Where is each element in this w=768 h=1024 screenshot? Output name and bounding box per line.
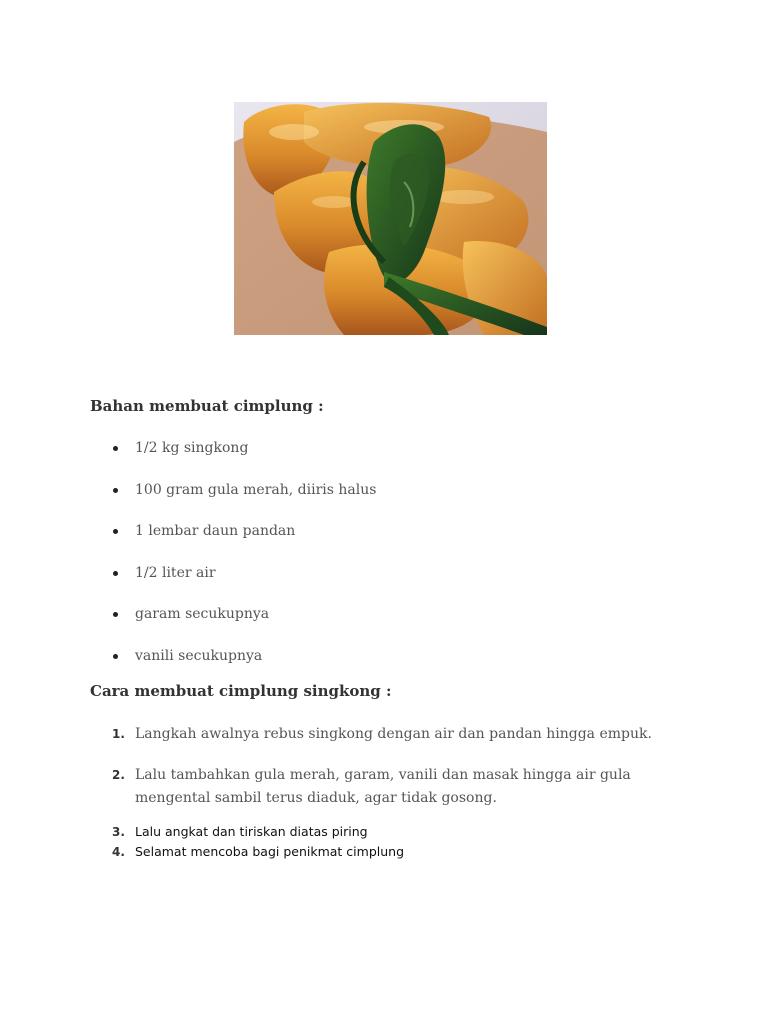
ingredient-text: 1 lembar daun pandan	[135, 523, 296, 539]
ingredients-list	[0, 438, 768, 687]
bullet-icon	[113, 571, 118, 576]
step-item	[0, 723, 768, 764]
step-text: Lalu angkat dan tiriskan diatas piring	[135, 824, 368, 839]
step-text: Selamat mencoba bagi penikmat cimplung	[135, 844, 405, 859]
step-number: 1.	[112, 727, 125, 741]
ingredient-text: 100 gram gula merah, diiris halus	[135, 481, 377, 498]
bullet-icon	[113, 529, 118, 534]
step-text: Langkah awalnya rebus singkong dengan air dan pandan hingga empuk.	[135, 726, 652, 742]
list-item	[0, 604, 768, 646]
list-item	[0, 646, 768, 688]
list-item	[0, 563, 768, 605]
step-number: 3.	[112, 825, 125, 839]
step-item	[0, 842, 768, 862]
list-item	[0, 480, 768, 522]
step-item	[0, 822, 768, 842]
bullet-icon	[113, 488, 118, 493]
list-item	[0, 521, 768, 563]
bullet-icon	[113, 446, 118, 451]
steps-heading: Cara membuat cimplung singkong :	[90, 682, 392, 700]
cimplung-dish-illustration	[234, 102, 547, 335]
step-number: 4.	[112, 845, 125, 859]
bullet-icon	[113, 654, 118, 659]
steps-list	[0, 723, 768, 862]
step-number: 2.	[112, 768, 125, 782]
ingredient-text: garam secukupnya	[135, 606, 270, 622]
step-text: Lalu tambahkan gula merah, garam, vanili dan masak hingga air gula mengental sambil terus diaduk, agar tidak gosong.	[135, 767, 631, 806]
ingredient-text: 1/2 liter air	[135, 564, 216, 581]
ingredient-text: vanili secukupnya	[135, 647, 263, 664]
step-item	[0, 764, 768, 822]
bullet-icon	[113, 612, 118, 617]
cimplung-photo	[234, 102, 547, 335]
ingredients-heading: Bahan membuat cimplung :	[90, 397, 324, 415]
ingredient-text: 1/2 kg singkong	[135, 440, 249, 456]
list-item	[0, 438, 768, 480]
